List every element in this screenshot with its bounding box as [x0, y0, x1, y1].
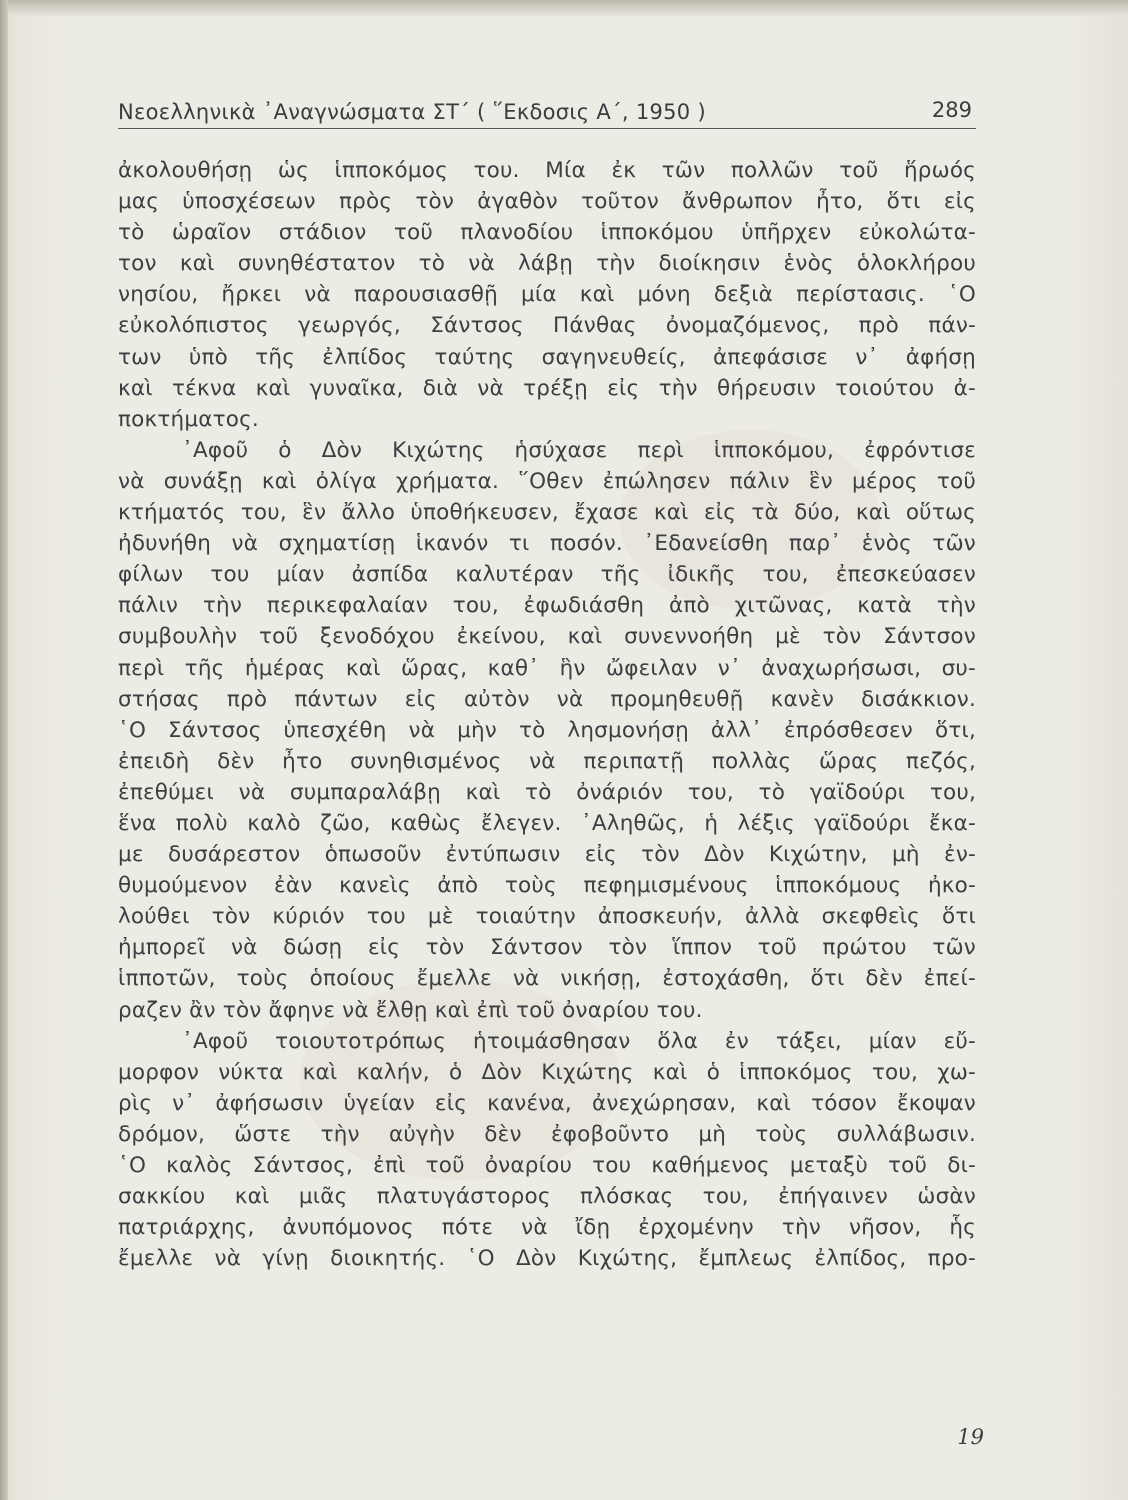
text-line: ραζεν ἂν τὸν ἄφηνε νὰ ἔλθῃ καὶ ἐπὶ τοῦ ὀναρίου του.	[118, 997, 703, 1023]
text-line: λούθει τὸν κύριόν του μὲ τοιαύτην ἀποσκευήν, ἀλλὰ σκεφθεὶς ὅτι	[118, 904, 976, 930]
text-line: ποκτήματος.	[118, 406, 259, 432]
text-line: πάλιν τὴν περικεφαλαίαν του, ἐφωδιάσθη ἀπὸ χιτῶνας, κατὰ τὴν	[118, 593, 976, 619]
text-line: ἠμπορεῖ νὰ δώσῃ εἰς τὸν Σάντσον τὸν ἵππον τοῦ πρώτου τῶν	[118, 935, 976, 961]
signature-mark: 19	[957, 1425, 984, 1449]
text-line: των ὑπὸ τῆς ἐλπίδος ταύτης σαγηνευθείς, ἀπεφάσισε ν᾿ ἀφήσῃ	[118, 344, 976, 370]
page-number: 289	[931, 98, 972, 122]
text-line: φίλων του μίαν ἀσπίδα καλυτέραν τῆς ἰδικῆς του, ἐπεσκεύασεν	[118, 562, 976, 588]
text-line: μορφον νύκτα καὶ καλήν, ὁ Δὸν Κιχώτης καὶ ὁ ἱπποκόμος του, χω-	[118, 1059, 976, 1085]
body-text	[118, 155, 976, 1274]
text-line: μας ὑποσχέσεων πρὸς τὸν ἀγαθὸν τοῦτον ἄνθρωπον ἦτο, ὅτι εἰς	[118, 189, 976, 215]
text-line: κτήματός του, ἓν ἄλλο ὑποθήκευσεν, ἔχασε καὶ εἰς τὰ δύο, καὶ οὕτως	[118, 500, 976, 526]
running-head	[118, 98, 976, 129]
text-line: περὶ τῆς ἡμέρας καὶ ὥρας, καθ᾿ ἣν ὤφειλαν ν᾿ ἀναχωρήσωσι, συ-	[118, 655, 976, 681]
text-line: ἔμελλε νὰ γίνῃ διοικητής. ῾Ο Δὸν Κιχώτης, ἔμπλεως ἐλπίδος, προ-	[118, 1246, 976, 1272]
text-line: τον καὶ συνηθέστατον τὸ νὰ λάβῃ τὴν διοίκησιν ἑνὸς ὁλοκλήρου	[118, 251, 976, 277]
text-line: εὐκολόπιστος γεωργός, Σάντσος Πάνθας ὀνομαζόμενος, πρὸ πάν-	[118, 313, 976, 339]
book-title: Νεοελληνικὰ ᾿Αναγνώσματα ΣΤ΄ ( ῞Εκδοσις Α΄, 1950 )	[118, 100, 706, 124]
text-line: συμβουλὴν τοῦ ξενοδόχου ἐκείνου, καὶ συνεννοήθη μὲ τὸν Σάντσον	[118, 624, 976, 650]
text-line: ρὶς ν᾿ ἀφήσωσιν ὑγείαν εἰς κανένα, ἀνεχώρησαν, καὶ τόσον ἔκοψαν	[118, 1090, 976, 1116]
text-line: νὰ συνάξῃ καὶ ὀλίγα χρήματα. ῞Οθεν ἐπώλησεν πάλιν ἓν μέρος τοῦ	[118, 468, 976, 494]
page-binding-edge	[0, 0, 8, 1500]
text-line: δρόμον, ὥστε τὴν αὐγὴν δὲν ἐφοβοῦντο μὴ τοὺς συλλάβωσιν.	[118, 1121, 976, 1147]
text-line: ἐπεθύμει νὰ συμπαραλάβῃ καὶ τὸ ὀνάριόν του, τὸ γαϊδούρι του,	[118, 779, 976, 805]
text-line: ἠδυνήθη νὰ σχηματίσῃ ἱκανόν τι ποσόν. ᾿Εδανείσθη παρ᾿ ἑνὸς τῶν	[118, 531, 976, 557]
text-line: στήσας πρὸ πάντων εἰς αὐτὸν νὰ προμηθευθῇ κανὲν δισάκκιον.	[118, 686, 976, 712]
text-line: ἀκολουθήσῃ ὡς ἱπποκόμος του. Μία ἐκ τῶν πολλῶν τοῦ ἥρωός	[118, 158, 976, 183]
text-line: ᾿Αφοῦ τοιουτοτρόπως ἡτοιμάσθησαν ὅλα ἐν τάξει, μίαν εὔ-	[182, 1028, 976, 1054]
text-line: πατριάρχης, ἀνυπόμονος πότε νὰ ἴδῃ ἐρχομένην τὴν νῆσον, ἧς	[118, 1215, 976, 1241]
text-line: με δυσάρεστον ὁπωσοῦν ἐντύπωσιν εἰς τὸν Δὸν Κιχώτην, μὴ ἐν-	[118, 842, 976, 868]
text-line: θυμούμενον ἐὰν κανεὶς ἀπὸ τοὺς πεφημισμένους ἱπποκόμους ἠκο-	[118, 873, 976, 899]
text-line: τὸ ὡραῖον στάδιον τοῦ πλανοδίου ἱπποκόμου ὑπῆρχεν εὐκολώτα-	[118, 220, 976, 246]
text-line: ἕνα πολὺ καλὸ ζῶο, καθὼς ἔλεγεν. ᾿Αληθῶς, ἡ λέξις γαϊδούρι ἔκα-	[118, 810, 976, 836]
text-line: ῾Ο Σάντσος ὑπεσχέθη νὰ μὴν τὸ λησμονήσῃ ἀλλ᾿ ἐπρόσθεσεν ὅτι,	[118, 717, 976, 743]
text-line: ᾿Αφοῦ ὁ Δὸν Κιχώτης ἡσύχασε περὶ ἱπποκόμου, ἐφρόντισε	[182, 437, 976, 463]
text-line: νησίου, ἤρκει νὰ παρουσιασθῇ μία καὶ μόνη δεξιὰ περίστασις. ῾Ο	[118, 282, 976, 308]
text-line: ἐπειδὴ δὲν ἦτο συνηθισμένος νὰ περιπατῇ πολλὰς ὥρας πεζός,	[118, 748, 976, 774]
page-top-edge	[0, 0, 1128, 16]
text-line: ἱπποτῶν, τοὺς ὁποίους ἔμελλε νὰ νικήσῃ, ἐστοχάσθη, ὅτι δὲν ἐπεί-	[118, 966, 976, 992]
text-line: καὶ τέκνα καὶ γυναῖκα, διὰ νὰ τρέξῃ εἰς τὴν θήρευσιν τοιούτου ἀ-	[118, 375, 976, 401]
text-line: ῾Ο καλὸς Σάντσος, ἐπὶ τοῦ ὀναρίου του καθήμενος μεταξὺ τοῦ δι-	[118, 1153, 976, 1178]
text-line: σακκίου καὶ μιᾶς πλατυγάστορος πλόσκας του, ἐπήγαινεν ὡσὰν	[118, 1184, 976, 1210]
